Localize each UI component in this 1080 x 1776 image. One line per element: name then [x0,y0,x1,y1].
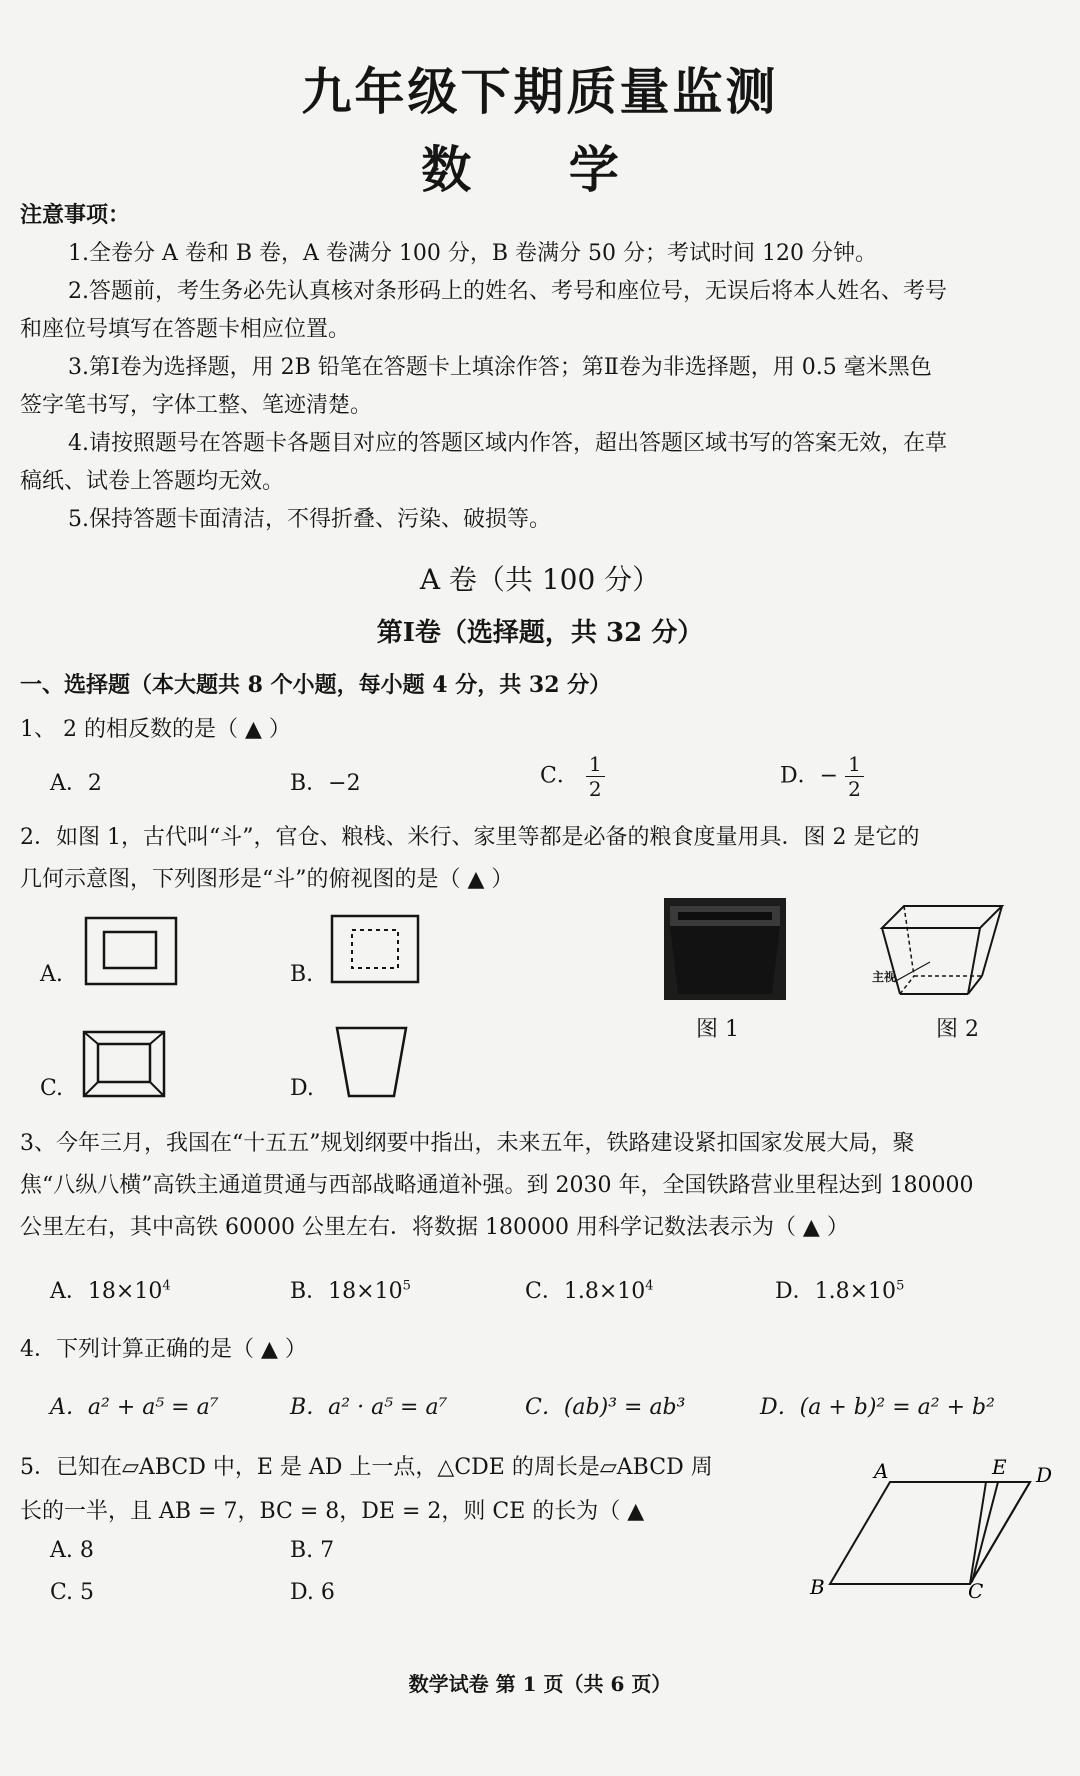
q1-option-a: A．2 [50,771,102,796]
q3-option-d-exponent: 5 [896,1278,905,1294]
fraction-denominator: 2 [588,777,602,801]
q1-option-d-label: D．− [780,763,839,789]
section-a-title: A 卷（共 100 分） [419,563,661,596]
q2-stem-line1: 2．如图 1，古代叫“斗”，官仓、粮栈、米行、家里等都是必备的粮食度量用具．图 2 是它的 [20,825,920,850]
q1-stem: 1、 2 的相反数的是（ ▲ ） [20,717,291,742]
page-footer: 数学试卷 第 1 页（共 6 页） [408,1672,672,1696]
q1-option-c-fraction [586,752,605,801]
notice-line: 2.答题前，考生务必先认真核对条形码上的姓名、考号和座位号，无误后将本人姓名、考号 [68,279,947,304]
q4-option-a: A．a² + a⁵ = a⁷ [50,1395,219,1420]
q3-option-d-base: 1.8×10 [814,1279,897,1304]
q3-option-c [525,1274,654,1305]
q2-option-d-label: D. [290,1076,314,1101]
q3-stem-line2: 焦“八纵八横”高铁主通道贯通与西部战略通道补强。到 2030 年，全国铁路营业里程达到 180000 [20,1173,974,1198]
q2-stem-line2: 几何示意图，下列图形是“斗”的俯视图的是（ ▲ ） [20,867,514,892]
q1-option-c-label: C． [540,763,579,789]
notice-line: 和座位号填写在答题卡相应位置。 [20,317,351,342]
q5-option-b: B. 7 [290,1538,335,1563]
q1-option-b: B．−2 [290,771,361,796]
q5-stem-line1: 5．已知在▱ABCD 中，E 是 AD 上一点，△CDE 的周长是▱ABCD 周 [20,1455,713,1480]
q3-option-b-base: 18×10 [328,1279,403,1304]
q3-option-c-label: C． [525,1279,564,1304]
q4-option-c: C．(ab)³ = ab³ [525,1395,686,1420]
q5-stem-line2: 长的一半，且 AB = 7，BC = 8，DE = 2，则 CE 的长为（ ▲ [20,1499,645,1524]
vertex-label-d: D [1036,1463,1053,1487]
q3-option-c-exponent: 4 [645,1278,654,1294]
subject-title: 数 学 [421,141,659,199]
figure2-frustum [868,900,1008,1002]
q4-stem: 4．下列计算正确的是（ ▲ ） [20,1337,307,1362]
fraction-numerator: 1 [845,752,864,777]
q3-option-a-base: 18×10 [87,1279,163,1304]
vertex-label-a: A [874,1459,889,1483]
notice-line: 稿纸、试卷上答题均无效。 [20,469,285,494]
notice-line: 4.请按照题号在答题卡各题目对应的答题区域内作答，超出答题区域书写的答案无效，在草 [68,431,947,456]
q4-option-d: D．(a + b)² = a² + b² [760,1395,995,1420]
q2-option-d-figure [334,1024,410,1100]
q4-option-b: B．a² · a⁵ = a⁷ [290,1395,448,1420]
q1-option-d [780,752,864,801]
q5-option-c: C. 5 [50,1580,95,1605]
q3-option-a-exponent: 4 [162,1278,171,1294]
notice-heading: 注意事项： [20,202,131,228]
fraction-numerator: 1 [586,752,605,777]
q3-stem-line3: 公里左右，其中高铁 60000 公里左右．将数据 180000 用科学记数法表示为（ ▲ ） [20,1215,849,1240]
notice-line: 1.全卷分 A 卷和 B 卷，A 卷满分 100 分，B 卷满分 50 分；考试时间 120 分钟。 [68,241,877,266]
figure1-dou-photo [664,898,786,1000]
vertex-label-e: E [992,1455,1007,1479]
q3-option-b [290,1274,411,1305]
q1-option-c [540,752,605,801]
q3-option-c-base: 1.8×10 [563,1279,646,1304]
q5-option-d: D. 6 [290,1580,335,1605]
q3-stem-line1: 3、今年三月，我国在“十五五”规划纲要中指出，未来五年，铁路建设紧扣国家发展大局，聚 [20,1131,915,1156]
q2-option-b-figure [330,914,422,986]
figure2-front-view-note: 主视 [872,970,897,984]
notice-line: 5.保持答题卡面清洁，不得折叠、污染、破损等。 [68,507,551,532]
q3-option-d-label: D． [775,1279,815,1304]
q3-option-a-label: A． [50,1279,88,1304]
q5-option-a: A. 8 [50,1538,94,1563]
figure2-caption: 图 2 [936,1017,979,1042]
fraction-denominator: 2 [848,777,861,801]
mc-heading: 一、选择题（本大题共 8 个小题，每小题 4 分，共 32 分） [20,672,612,698]
q1-option-d-fraction [845,752,864,801]
q3-option-b-exponent: 5 [402,1278,411,1294]
notice-line: 3.第Ⅰ卷为选择题，用 2B 铅笔在答题卡上填涂作答；第Ⅱ卷为非选择题，用 0.5 毫米黑色 [68,355,932,380]
figure1-caption: 图 1 [696,1017,739,1042]
exam-title: 九年级下期质量监测 [301,63,779,121]
part1-title: 第Ⅰ卷（选择题，共 32 分） [376,618,704,648]
q2-option-c-label: C. [40,1076,64,1101]
vertex-label-b: B [810,1575,825,1599]
q3-option-b-label: B． [290,1279,329,1304]
q2-option-a-label: A. [40,962,63,987]
notice-line: 签字笔书写，字体工整、笔迹清楚。 [20,393,373,418]
q2-option-b-label: B. [290,962,314,987]
q2-option-a-figure [84,916,180,988]
q5-parallelogram-figure [800,1452,1070,1602]
q3-option-a [50,1274,171,1305]
q3-option-d [775,1274,904,1305]
q2-option-c-figure [82,1030,168,1100]
vertex-label-c: C [968,1579,984,1602]
